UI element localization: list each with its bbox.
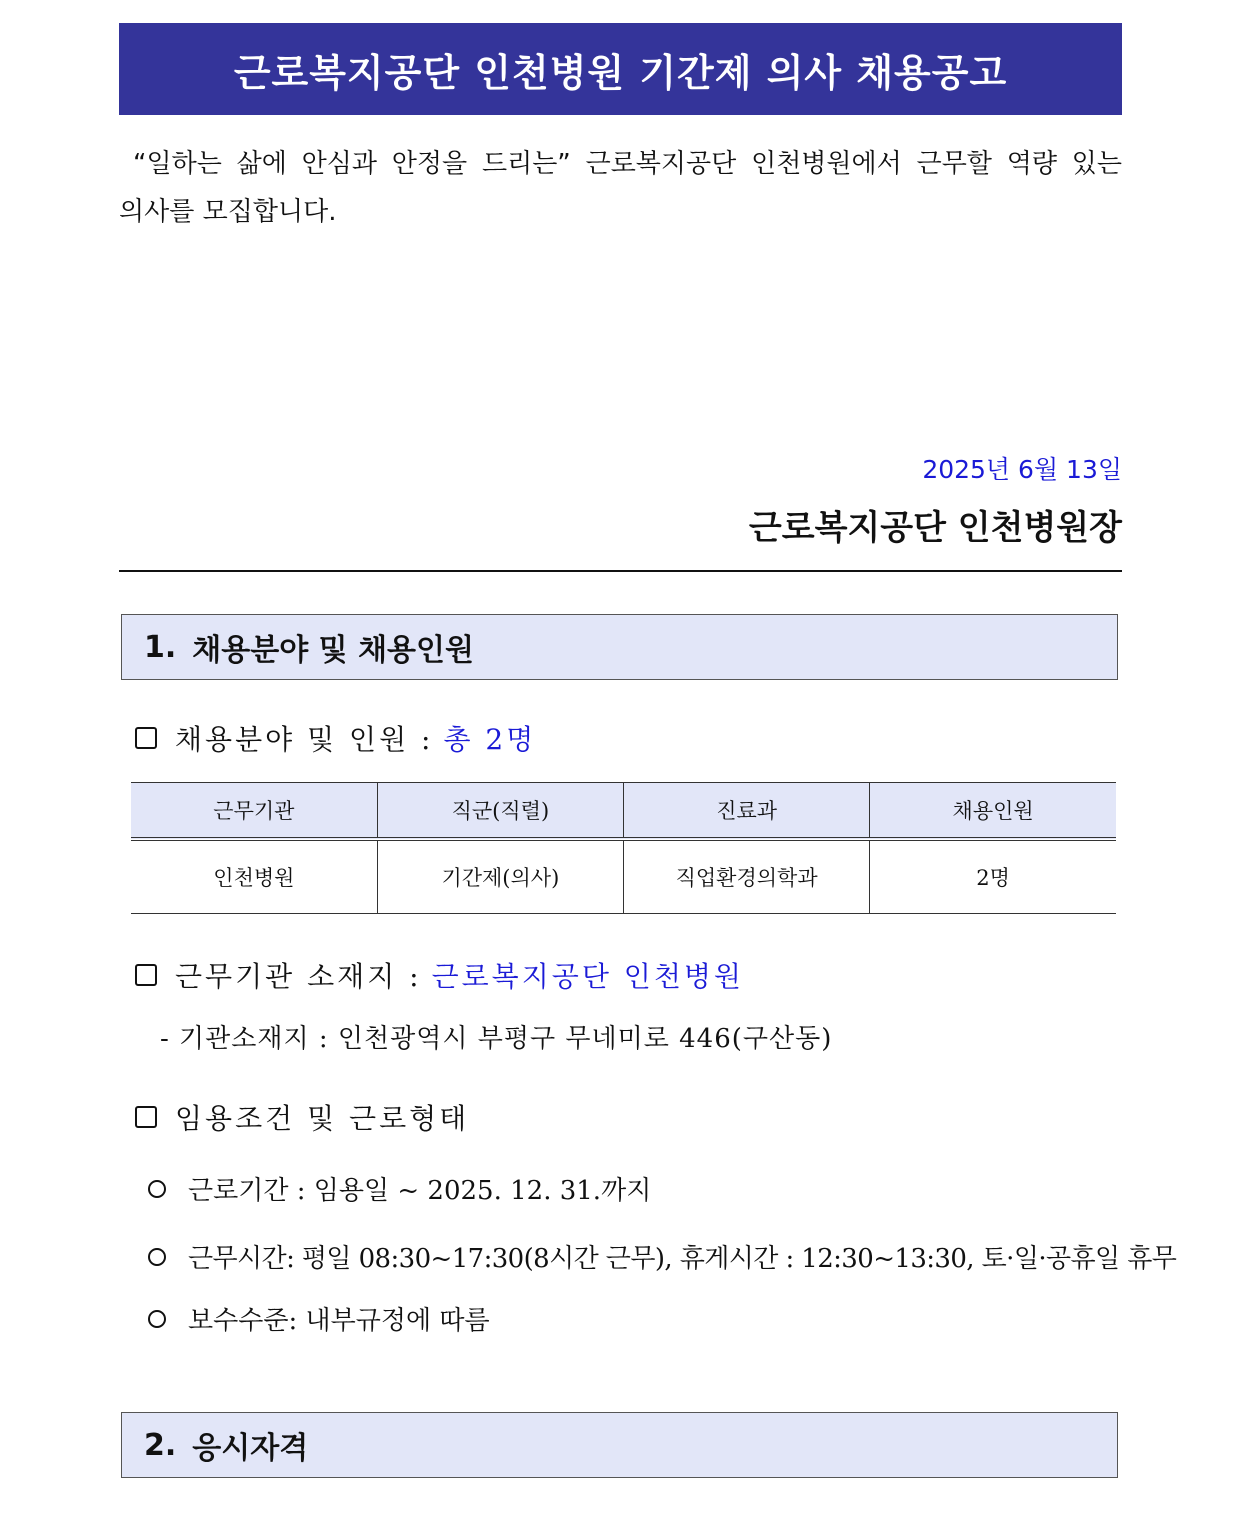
circle-bullet-icon bbox=[148, 1310, 166, 1328]
location-value: 근로복지공단 인천병원 bbox=[431, 960, 744, 993]
checkbox-square-icon bbox=[135, 964, 157, 986]
table-header-cell: 근무기관 bbox=[131, 783, 377, 840]
table-header-cell: 채용인원 bbox=[870, 783, 1116, 840]
section-1-number: 1. bbox=[144, 629, 177, 665]
page-title: 근로복지공단 인천병원 기간제 의사 채용공고 bbox=[119, 23, 1122, 115]
checkbox-square-icon bbox=[135, 1106, 157, 1128]
table-header-row bbox=[131, 783, 1116, 840]
table-header-cell: 직군(직렬) bbox=[377, 783, 623, 840]
recruit-field-label: 채용분야 및 인원 : bbox=[175, 723, 434, 756]
recruit-field-heading bbox=[135, 718, 536, 758]
intro-line-1: “일하는 삶에 안심과 안정을 드리는” 근로복지공단 인천병원에서 근무할 역량 있는 bbox=[133, 149, 1122, 179]
table-cell: 직업환경의학과 bbox=[624, 839, 870, 914]
circle-bullet-icon bbox=[148, 1248, 166, 1266]
location-heading bbox=[135, 955, 744, 995]
section-1-header bbox=[121, 614, 1118, 680]
signer: 근로복지공단 인천병원장 bbox=[748, 508, 1122, 548]
circle-bullet-icon bbox=[148, 1180, 166, 1198]
recruit-table bbox=[131, 782, 1116, 914]
condition-text: 보수수준: 내부규정에 따름 bbox=[188, 1306, 490, 1336]
recruit-field-value: 총 2명 bbox=[443, 723, 537, 756]
condition-text: 근로기간 : 임용일 ~ 2025. 12. 31.까지 bbox=[188, 1176, 652, 1206]
conditions-heading bbox=[135, 1097, 469, 1137]
list-item bbox=[148, 1170, 651, 1207]
divider bbox=[119, 570, 1122, 572]
conditions-label: 임용조건 및 근로형태 bbox=[175, 1102, 470, 1135]
location-label: 근무기관 소재지 : bbox=[175, 960, 422, 993]
section-1-title: 채용분야 및 채용인원 bbox=[192, 633, 474, 668]
announcement-date: 2025년 6월 13일 bbox=[922, 455, 1122, 484]
condition-text: 근무시간: 평일 08:30~17:30(8시간 근무), 휴게시간 : 12:30~13:30, 토·일·공휴일 휴무 bbox=[188, 1244, 1177, 1274]
section-2-number: 2. bbox=[144, 1427, 177, 1463]
table-row bbox=[131, 839, 1116, 914]
table-header-cell: 진료과 bbox=[624, 783, 870, 840]
table-cell: 기간제(의사) bbox=[377, 839, 623, 914]
intro-paragraph bbox=[119, 140, 1122, 236]
section-2-title: 응시자격 bbox=[192, 1431, 309, 1466]
list-item bbox=[148, 1238, 1176, 1275]
checkbox-square-icon bbox=[135, 727, 157, 749]
location-detail: - 기관소재지 : 인천광역시 부평구 무네미로 446(구산동) bbox=[160, 1024, 833, 1054]
list-item bbox=[148, 1300, 490, 1337]
section-2-header bbox=[121, 1412, 1118, 1478]
intro-line-2: 의사를 모집합니다. bbox=[119, 197, 337, 227]
table-cell: 2명 bbox=[870, 839, 1116, 914]
table-cell: 인천병원 bbox=[131, 839, 377, 914]
